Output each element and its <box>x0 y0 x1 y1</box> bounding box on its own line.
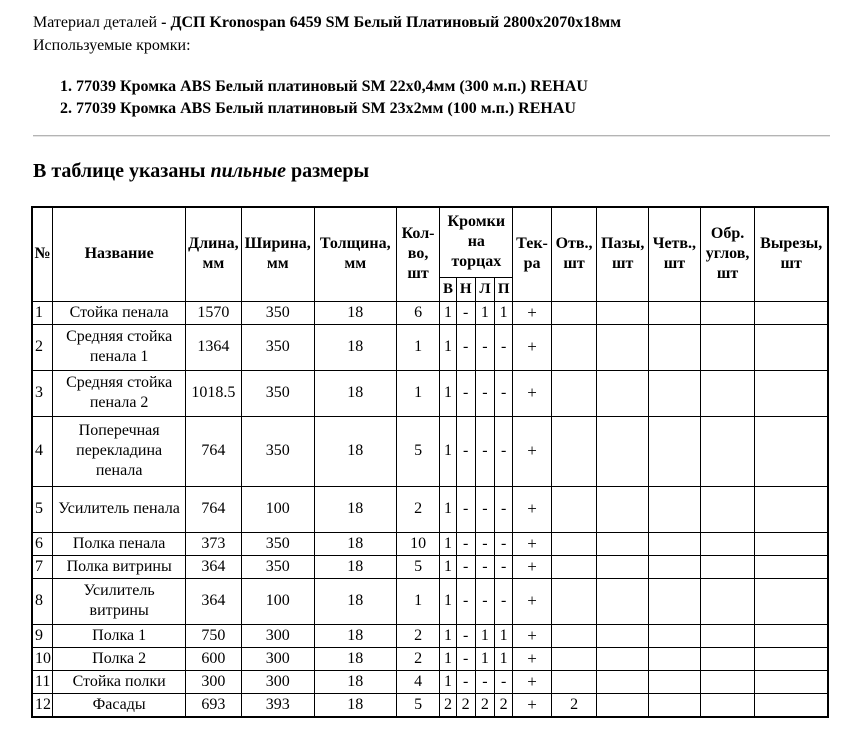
cell-edge-v: 1 <box>440 670 456 693</box>
cell-holes <box>551 555 597 578</box>
cell-width: 350 <box>241 370 314 416</box>
cell-num: 12 <box>32 693 53 717</box>
cell-grooves <box>597 532 649 555</box>
cell-quarters <box>649 416 701 486</box>
cell-corners <box>700 624 755 647</box>
cell-edge-l: - <box>475 578 494 624</box>
cell-edge-l: - <box>475 532 494 555</box>
cell-quarters <box>649 486 701 532</box>
header-holes: Отв., шт <box>551 207 597 301</box>
cell-grooves <box>597 416 649 486</box>
cell-edge-p: - <box>495 486 513 532</box>
cell-grooves <box>597 486 649 532</box>
header-width: Ширина, мм <box>241 207 314 301</box>
cell-width: 100 <box>241 578 314 624</box>
cell-texture: + <box>513 324 552 370</box>
cell-thickness: 18 <box>314 301 396 324</box>
cell-edge-p: - <box>495 324 513 370</box>
cell-edge-p: - <box>495 532 513 555</box>
cell-cutouts <box>755 370 828 416</box>
cell-cutouts <box>755 693 828 717</box>
cell-holes <box>551 624 597 647</box>
cell-length: 1018.5 <box>186 370 242 416</box>
cell-qty: 10 <box>396 532 440 555</box>
parts-table <box>31 206 829 718</box>
cell-edge-n: - <box>456 555 475 578</box>
cell-texture: + <box>513 624 552 647</box>
cell-length: 364 <box>186 555 242 578</box>
cell-width: 393 <box>241 693 314 717</box>
cell-thickness: 18 <box>314 693 396 717</box>
cell-edge-p: 1 <box>495 647 513 670</box>
cell-edge-p: 1 <box>495 624 513 647</box>
cell-cutouts <box>755 532 828 555</box>
cell-name: Полка 1 <box>53 624 186 647</box>
cell-corners <box>700 532 755 555</box>
cell-num: 9 <box>32 624 53 647</box>
cell-cutouts <box>755 416 828 486</box>
cell-length: 1570 <box>186 301 242 324</box>
cell-edge-n: - <box>456 301 475 324</box>
cell-length: 764 <box>186 486 242 532</box>
header-thickness: Толщина, мм <box>314 207 396 301</box>
cell-edge-n: - <box>456 416 475 486</box>
cell-grooves <box>597 693 649 717</box>
cell-name: Усилитель витрины <box>53 578 186 624</box>
cell-quarters <box>649 301 701 324</box>
cell-texture: + <box>513 693 552 717</box>
material-label: Материал деталей <box>33 14 158 31</box>
cell-corners <box>700 301 755 324</box>
cell-name: Средняя стойка пенала 1 <box>53 324 186 370</box>
cell-edge-l: - <box>475 486 494 532</box>
cell-edge-n: - <box>456 324 475 370</box>
cell-quarters <box>649 693 701 717</box>
cell-holes <box>551 370 597 416</box>
cell-edge-v: 2 <box>440 693 456 717</box>
cell-name: Усилитель пенала <box>53 486 186 532</box>
cell-holes <box>551 416 597 486</box>
cell-texture: + <box>513 370 552 416</box>
cell-num: 10 <box>32 647 53 670</box>
table-heading <box>33 159 369 183</box>
cell-texture: + <box>513 647 552 670</box>
cell-thickness: 18 <box>314 324 396 370</box>
cell-length: 373 <box>186 532 242 555</box>
cell-texture: + <box>513 532 552 555</box>
cell-edge-n: - <box>456 532 475 555</box>
cell-edge-p: - <box>495 416 513 486</box>
cell-quarters <box>649 532 701 555</box>
cell-length: 600 <box>186 647 242 670</box>
cell-qty: 2 <box>396 624 440 647</box>
cell-name: Полка витрины <box>53 555 186 578</box>
cell-edge-p: - <box>495 578 513 624</box>
cell-thickness: 18 <box>314 486 396 532</box>
cell-grooves <box>597 647 649 670</box>
cell-edge-v: 1 <box>440 301 456 324</box>
cell-thickness: 18 <box>314 624 396 647</box>
cell-length: 764 <box>186 416 242 486</box>
cell-thickness: 18 <box>314 578 396 624</box>
cell-width: 350 <box>241 301 314 324</box>
cell-thickness: 18 <box>314 647 396 670</box>
cell-quarters <box>649 647 701 670</box>
cell-cutouts <box>755 301 828 324</box>
cell-cutouts <box>755 624 828 647</box>
cell-num: 7 <box>32 555 53 578</box>
cell-grooves <box>597 370 649 416</box>
cell-edge-p: 2 <box>495 693 513 717</box>
cell-width: 350 <box>241 324 314 370</box>
cell-edge-v: 1 <box>440 370 456 416</box>
cell-texture: + <box>513 416 552 486</box>
header-name: Название <box>53 207 186 301</box>
table-row <box>32 301 828 324</box>
cell-edge-v: 1 <box>440 532 456 555</box>
cell-edge-n: - <box>456 647 475 670</box>
cell-cutouts <box>755 578 828 624</box>
cell-cutouts <box>755 555 828 578</box>
cell-edge-v: 1 <box>440 647 456 670</box>
cell-length: 364 <box>186 578 242 624</box>
cell-width: 300 <box>241 624 314 647</box>
cell-holes <box>551 578 597 624</box>
cell-holes <box>551 532 597 555</box>
table-row <box>32 624 828 647</box>
header-quarters: Четв., шт <box>649 207 701 301</box>
edge-item: 2. 77039 Кромка ABS Белый платиновый SM 23x2мм (100 м.п.) REHAU <box>76 98 588 120</box>
cell-edge-n: - <box>456 370 475 416</box>
cell-edge-l: - <box>475 416 494 486</box>
header-qty: Кол-во, шт <box>396 207 440 301</box>
cell-edge-n: - <box>456 578 475 624</box>
cell-cutouts <box>755 670 828 693</box>
header-grooves: Пазы, шт <box>597 207 649 301</box>
cell-edge-p: - <box>495 555 513 578</box>
cell-edge-n: - <box>456 486 475 532</box>
table-row <box>32 693 828 717</box>
cell-holes <box>551 670 597 693</box>
cell-edge-l: - <box>475 555 494 578</box>
cell-qty: 2 <box>396 486 440 532</box>
header-corners: Обр. углов, шт <box>700 207 755 301</box>
cell-edge-n: 2 <box>456 693 475 717</box>
header-texture: Тек-ра <box>513 207 552 301</box>
cell-corners <box>700 647 755 670</box>
cell-length: 1364 <box>186 324 242 370</box>
cell-corners <box>700 578 755 624</box>
cell-width: 350 <box>241 555 314 578</box>
cell-grooves <box>597 670 649 693</box>
cell-length: 693 <box>186 693 242 717</box>
cell-qty: 5 <box>396 693 440 717</box>
cell-width: 350 <box>241 532 314 555</box>
header-cutouts: Вырезы, шт <box>755 207 828 301</box>
cell-thickness: 18 <box>314 670 396 693</box>
cell-quarters <box>649 624 701 647</box>
edges-list <box>58 76 588 120</box>
cell-num: 5 <box>32 486 53 532</box>
cell-num: 3 <box>32 370 53 416</box>
cell-length: 750 <box>186 624 242 647</box>
cell-cutouts <box>755 647 828 670</box>
cell-texture: + <box>513 486 552 532</box>
edges-label: Используемые кромки: <box>33 37 191 54</box>
cell-qty: 1 <box>396 370 440 416</box>
cell-name: Полка пенала <box>53 532 186 555</box>
cell-thickness: 18 <box>314 416 396 486</box>
cell-edge-p: - <box>495 670 513 693</box>
material-line <box>33 13 621 33</box>
divider <box>33 135 830 137</box>
cell-corners <box>700 416 755 486</box>
heading-suffix: размеры <box>285 160 370 182</box>
table-row <box>32 370 828 416</box>
cell-qty: 1 <box>396 578 440 624</box>
heading-emphasis: пильные <box>210 160 286 182</box>
header-edge-v: В <box>440 277 456 301</box>
cell-edge-v: 1 <box>440 555 456 578</box>
cell-edge-v: 1 <box>440 486 456 532</box>
table-row <box>32 555 828 578</box>
cell-qty: 2 <box>396 647 440 670</box>
cell-width: 300 <box>241 647 314 670</box>
table-row <box>32 670 828 693</box>
cell-edge-l: 1 <box>475 647 494 670</box>
cell-length: 300 <box>186 670 242 693</box>
header-edges: Кромки на торцах <box>440 207 513 277</box>
cell-edge-p: - <box>495 370 513 416</box>
material-dash: - <box>157 14 171 31</box>
cell-quarters <box>649 578 701 624</box>
cell-corners <box>700 370 755 416</box>
cell-name: Стойка полки <box>53 670 186 693</box>
edge-item: 1. 77039 Кромка ABS Белый платиновый SM 22x0,4мм (300 м.п.) REHAU <box>76 76 588 98</box>
cell-holes <box>551 486 597 532</box>
header-length: Длина, мм <box>186 207 242 301</box>
cell-quarters <box>649 370 701 416</box>
table-row <box>32 578 828 624</box>
cell-edge-n: - <box>456 670 475 693</box>
cell-quarters <box>649 324 701 370</box>
cell-corners <box>700 486 755 532</box>
table-row <box>32 324 828 370</box>
parts-table-body <box>32 301 828 717</box>
header-num: № <box>32 207 53 301</box>
cell-qty: 4 <box>396 670 440 693</box>
cell-edge-l: - <box>475 670 494 693</box>
cell-name: Поперечная перекладина пенала <box>53 416 186 486</box>
cell-edge-v: 1 <box>440 416 456 486</box>
cell-quarters <box>649 670 701 693</box>
cell-holes: 2 <box>551 693 597 717</box>
cell-corners <box>700 324 755 370</box>
cell-cutouts <box>755 324 828 370</box>
cell-thickness: 18 <box>314 555 396 578</box>
cell-name: Фасады <box>53 693 186 717</box>
cell-num: 4 <box>32 416 53 486</box>
material-value: ДСП Kronospan 6459 SM Белый Платиновый 2800x2070x18мм <box>170 14 622 31</box>
header-edge-l: Л <box>475 277 494 301</box>
table-row <box>32 416 828 486</box>
header-edge-n: Н <box>456 277 475 301</box>
cell-edge-p: 1 <box>495 301 513 324</box>
table-row <box>32 486 828 532</box>
cell-grooves <box>597 624 649 647</box>
cell-cutouts <box>755 486 828 532</box>
cell-texture: + <box>513 670 552 693</box>
cell-corners <box>700 555 755 578</box>
cell-num: 11 <box>32 670 53 693</box>
cell-edge-l: 2 <box>475 693 494 717</box>
cell-name: Полка 2 <box>53 647 186 670</box>
cell-name: Стойка пенала <box>53 301 186 324</box>
cell-holes <box>551 301 597 324</box>
cell-width: 350 <box>241 416 314 486</box>
cell-edge-v: 1 <box>440 578 456 624</box>
table-row <box>32 647 828 670</box>
cell-width: 300 <box>241 670 314 693</box>
cell-edge-l: 1 <box>475 301 494 324</box>
cell-thickness: 18 <box>314 370 396 416</box>
cell-holes <box>551 647 597 670</box>
cell-texture: + <box>513 578 552 624</box>
cell-num: 6 <box>32 532 53 555</box>
cell-grooves <box>597 578 649 624</box>
cell-qty: 5 <box>396 416 440 486</box>
cell-edge-v: 1 <box>440 624 456 647</box>
cell-num: 2 <box>32 324 53 370</box>
cell-holes <box>551 324 597 370</box>
cell-edge-l: - <box>475 370 494 416</box>
cell-qty: 1 <box>396 324 440 370</box>
cell-edge-l: 1 <box>475 624 494 647</box>
cell-quarters <box>649 555 701 578</box>
cell-grooves <box>597 555 649 578</box>
table-row <box>32 532 828 555</box>
header-edge-p: П <box>495 277 513 301</box>
cell-qty: 5 <box>396 555 440 578</box>
cell-width: 100 <box>241 486 314 532</box>
cell-edge-v: 1 <box>440 324 456 370</box>
cell-thickness: 18 <box>314 532 396 555</box>
cell-num: 1 <box>32 301 53 324</box>
cell-corners <box>700 670 755 693</box>
cell-name: Средняя стойка пенала 2 <box>53 370 186 416</box>
cell-grooves <box>597 324 649 370</box>
cell-num: 8 <box>32 578 53 624</box>
heading-prefix: В таблице указаны <box>33 160 211 182</box>
cell-corners <box>700 693 755 717</box>
cell-texture: + <box>513 301 552 324</box>
cell-edge-l: - <box>475 324 494 370</box>
cell-edge-n: - <box>456 624 475 647</box>
cell-texture: + <box>513 555 552 578</box>
cell-grooves <box>597 301 649 324</box>
cell-qty: 6 <box>396 301 440 324</box>
